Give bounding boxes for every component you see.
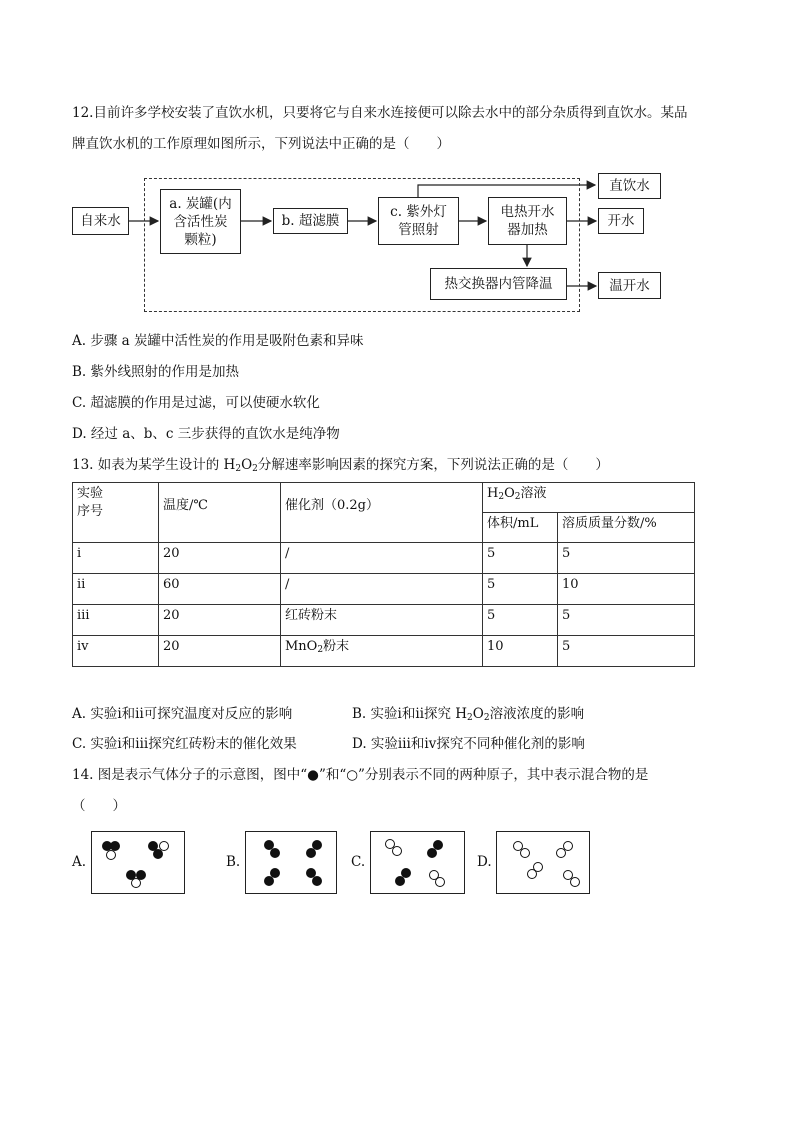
th-number: 实验 序号 xyxy=(73,483,159,543)
black-atom-icon xyxy=(312,876,322,886)
table-row xyxy=(73,543,695,574)
white-atom-icon xyxy=(106,850,116,860)
black-atom-icon xyxy=(264,876,274,886)
cell-volume: 5 xyxy=(483,574,558,605)
molecule-box-a xyxy=(91,831,185,894)
white-atom-icon xyxy=(570,877,580,887)
q14-label-a: A. xyxy=(72,854,87,870)
th-catalyst: 催化剂（0.2g） xyxy=(281,483,483,543)
molecule-box-b xyxy=(245,831,337,894)
cell-fraction: 5 xyxy=(558,543,695,574)
th-mass-fraction: 溶质质量分数/% xyxy=(558,513,695,543)
box-heat-exchanger: 热交换器内管降温 xyxy=(430,268,567,300)
q14-label-d: D. xyxy=(477,854,492,870)
black-atom-icon xyxy=(270,848,280,858)
cell-temp: 20 xyxy=(159,543,281,574)
molecule-box-d xyxy=(496,831,590,894)
cell-number: ⅱ xyxy=(73,574,159,605)
q12-option-c: C. 超滤膜的作用是过滤，可以使硬水软化 xyxy=(72,395,320,411)
q12-option-a: A. 步骤 a 炭罐中活性炭的作用是吸附色素和异味 xyxy=(72,333,364,349)
cell-temp: 60 xyxy=(159,574,281,605)
cell-catalyst: MnO$_2$粉末 xyxy=(281,636,483,667)
black-atom-icon xyxy=(427,848,437,858)
white-atom-icon xyxy=(435,877,445,887)
experiment-table xyxy=(72,482,695,667)
q12-stem-line1: 12.目前许多学校安装了直饮水机，只要将它与自来水连接便可以除去水中的部分杂质得到直饮水。某品 xyxy=(72,105,688,121)
table-row xyxy=(73,636,695,667)
white-atom-icon xyxy=(520,848,530,858)
white-atom-icon xyxy=(527,869,537,879)
cell-temp: 20 xyxy=(159,636,281,667)
box-direct-water: 直饮水 xyxy=(598,173,661,199)
cell-catalyst: / xyxy=(281,543,483,574)
box-ultrafiltration: b. 超滤膜 xyxy=(273,208,348,234)
q12-option-d: D. 经过 a、b、c 三步获得的直饮水是纯净物 xyxy=(72,426,340,442)
black-atom-icon xyxy=(395,876,405,886)
th-temperature: 温度/℃ xyxy=(159,483,281,543)
q12-option-b: B. 紫外线照射的作用是加热 xyxy=(72,364,240,380)
white-atom-icon xyxy=(392,846,402,856)
table-row xyxy=(73,605,695,636)
q14-label-b: B. xyxy=(226,854,241,870)
cell-catalyst: 红砖粉末 xyxy=(281,605,483,636)
cell-number: ⅲ xyxy=(73,605,159,636)
cell-volume: 5 xyxy=(483,543,558,574)
q14-label-c: C. xyxy=(351,854,366,870)
white-atom-icon xyxy=(556,848,566,858)
box-tap-water: 自来水 xyxy=(72,207,129,235)
box-boiled-water: 开水 xyxy=(598,208,644,234)
box-carbon-tank: a. 炭罐(内 含活性炭 颗粒) xyxy=(160,189,241,254)
black-atom-icon xyxy=(306,848,316,858)
cell-number: ⅰ xyxy=(73,543,159,574)
q13-option-a: A. 实验ⅰ和ⅱ可探究温度对反应的影响 xyxy=(72,706,293,722)
box-electric-heater: 电热开水 器加热 xyxy=(488,197,567,245)
molecule-box-c xyxy=(370,831,465,894)
cell-fraction: 10 xyxy=(558,574,695,605)
cell-volume: 5 xyxy=(483,605,558,636)
q13-option-d: D. 实验ⅲ和ⅳ探究不同种催化剂的影响 xyxy=(352,736,585,752)
cell-fraction: 5 xyxy=(558,636,695,667)
box-uv-lamp: c. 紫外灯 管照射 xyxy=(378,197,459,245)
q13-option-b: B. 实验ⅰ和ⅱ探究 $H_2O_2$溶液浓度的影响 xyxy=(352,706,585,723)
q13-stem: 13. 如表为某学生设计的 $H_2O_2$分解速率影响因素的探究方案，下列说法正确的是（ ） xyxy=(72,457,609,474)
q14-stem-line1: 14. 图是表示气体分子的示意图，图中“●”和“○”分别表示不同的两种原子，其中表示混合物的是 xyxy=(72,767,649,783)
q14-stem-line2: （ ） xyxy=(72,798,126,814)
table-row xyxy=(73,574,695,605)
white-atom-icon xyxy=(159,841,169,851)
cell-volume: 10 xyxy=(483,636,558,667)
q12-stem-line2: 牌直饮水机的工作原理如图所示，下列说法中正确的是（ ） xyxy=(72,136,450,152)
q13-option-c: C. 实验ⅰ和ⅲ探究红砖粉末的催化效果 xyxy=(72,736,297,752)
box-warm-water: 温开水 xyxy=(598,272,661,299)
cell-fraction: 5 xyxy=(558,605,695,636)
cell-number: ⅳ xyxy=(73,636,159,667)
th-solution: $H_2O_2$溶液 xyxy=(483,483,695,513)
th-volume: 体积/mL xyxy=(483,513,558,543)
white-atom-icon xyxy=(131,878,141,888)
cell-catalyst: / xyxy=(281,574,483,605)
cell-temp: 20 xyxy=(159,605,281,636)
